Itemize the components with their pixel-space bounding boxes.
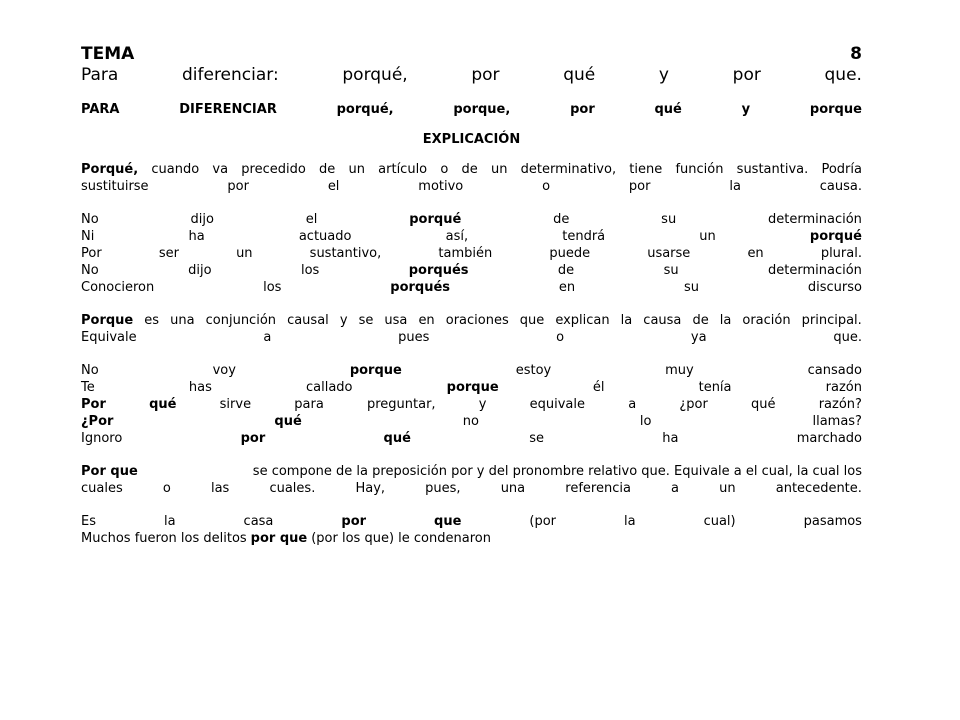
word: porqué [809,229,862,244]
explicacion-title: EXPLICACIÓN [422,132,521,147]
text-line [81,430,862,447]
word: va [212,162,229,177]
document-body [81,161,862,547]
word: un [236,246,253,261]
word: y [658,65,669,85]
word: determinativo, [520,162,617,177]
word: oraciones [445,313,509,328]
word: a [263,330,272,345]
word: de [553,212,570,227]
word: que [434,514,462,529]
word: Muchos fueron los delitos [81,531,247,546]
word: PARA [81,102,120,117]
word: No [81,212,99,227]
word: preguntar, [366,397,436,412]
text-line [81,413,862,430]
word: tendrá [562,229,606,244]
word: determinación [768,263,862,278]
word: los [263,280,282,295]
word: ¿Por [81,414,114,429]
word: cansado [807,363,862,378]
word: un [348,162,365,177]
word: ¿por [679,397,708,412]
word: ser [158,246,179,261]
word: la [620,313,633,328]
word: oración [742,313,791,328]
word: que. [833,330,862,345]
word: qué [383,431,411,446]
document-page [81,44,862,547]
word: porque [809,102,862,117]
word: no [462,414,479,429]
word: causal [287,313,329,328]
text-line [81,228,862,245]
word: usa [384,313,408,328]
word: porque, [453,102,511,117]
text-line [81,178,862,195]
word: casa [243,514,274,529]
word: porque [349,363,402,378]
word: (por [529,514,557,529]
word: la [729,179,741,194]
word: la [163,514,176,529]
word: por [732,65,761,85]
word: también [438,246,493,261]
word: de [461,162,478,177]
word: porqués [390,280,451,295]
tema-number: 8 [850,44,862,64]
paragraph-gap [81,447,862,463]
text-line [81,463,862,480]
word: (por los que) le condenaron [311,531,491,546]
word: sustantiva. [736,162,809,177]
word: pues [398,330,430,345]
word: callado [306,380,353,395]
word: o [556,330,565,345]
word: por [570,102,595,117]
word: precedido [241,162,306,177]
word: qué [751,397,776,412]
word: artículo [378,162,428,177]
word: porqué [409,212,462,227]
word: razón? [818,397,862,412]
word: por [341,514,367,529]
text-line [81,396,862,413]
word: y [478,397,487,412]
word: Por que [81,464,138,479]
word: función [675,162,724,177]
word: diferenciar: [181,65,279,85]
word: qué [274,414,302,429]
word: cual) [703,514,736,529]
word: los [300,263,320,278]
word: porqué, [342,65,408,85]
word: sustantivo, [309,246,382,261]
word: por [240,431,266,446]
text-line [81,245,862,262]
text-line [81,329,862,346]
word: qué [654,102,682,117]
word: cuales [81,481,123,496]
word: se [358,313,374,328]
word: o [440,162,449,177]
text-line [81,262,862,279]
tema-header [81,44,862,64]
word: la [719,313,732,328]
word: cuales. [269,481,316,496]
word: motivo [418,179,464,194]
word: equivale [529,397,586,412]
word: No [81,263,99,278]
paragraph-gap [81,497,862,513]
word: estoy [515,363,552,378]
word: puede [549,246,591,261]
paragraph-gap [81,296,862,312]
word: el [305,212,318,227]
word: discurso [807,280,862,295]
word: de [692,313,709,328]
word: Ni [81,229,95,244]
word: ha [662,431,679,446]
word: conjunción [205,313,277,328]
word: ha [188,229,205,244]
word: actuado [298,229,352,244]
word: así, [445,229,469,244]
word: que. [824,65,862,85]
word: por [227,179,249,194]
word: Hay, [355,481,386,496]
word: en [747,246,764,261]
word: su [661,212,677,227]
word: un [490,162,508,177]
word: porqués [408,263,469,278]
section-heading [81,101,862,118]
paragraph-gap [81,346,862,362]
word: porqué, [336,102,394,117]
word: pasamos [803,514,862,529]
word: Equivale [81,330,137,345]
text-line [81,379,862,396]
word: Te [81,380,95,395]
word: en [558,280,576,295]
word: tenía [698,380,732,395]
word: voy [212,363,236,378]
word: explican [555,313,610,328]
text-line [81,312,862,329]
word: una [500,481,526,496]
word: llamas? [812,414,862,429]
word: cuando [151,162,200,177]
word: para [294,397,324,412]
word: Por [81,397,106,412]
text-line [81,161,862,178]
text-line [81,513,862,530]
word: principal. [801,313,862,328]
word: antecedente. [775,481,862,496]
word: sirve [219,397,252,412]
word: un [699,229,716,244]
text-line [81,480,862,497]
word: lo [639,414,652,429]
word: su [663,263,679,278]
word: que [519,313,545,328]
word: usarse [647,246,691,261]
word: Para [81,65,119,85]
word: a [671,481,680,496]
word: muy [665,363,694,378]
word: y [339,313,348,328]
word: dijo [188,263,212,278]
word: por [471,65,500,85]
word: a [628,397,637,412]
word: has [188,380,212,395]
word: las [210,481,230,496]
word: por que [250,531,308,546]
word: determinación [768,212,862,227]
word: o [162,481,171,496]
text-line [81,362,862,379]
word: su [683,280,699,295]
word: una [170,313,195,328]
word: Conocieron [81,280,155,295]
word: la [624,514,636,529]
word: él [592,380,605,395]
word: qué [563,65,596,85]
paragraph-gap [81,195,862,211]
tema-label: TEMA [81,44,135,64]
word: plural. [820,246,862,261]
word: marchado [796,431,862,446]
word: Es [81,514,96,529]
word: causa [643,313,682,328]
word: es [144,313,160,328]
word: Ignoro [81,431,123,446]
word: Podría [821,162,862,177]
word: referencia [565,481,631,496]
word: y [741,102,751,117]
word: sustituirse [81,179,149,194]
word: qué [149,397,177,412]
document-subtitle [81,64,862,86]
word: Porque [81,313,134,328]
text-line [81,279,862,296]
word: ya [690,330,707,345]
word: por [628,179,651,194]
word: DIFERENCIAR [179,102,277,117]
word: razón [825,380,862,395]
word: tiene [629,162,663,177]
word: se compone de la preposición por y del pronombre relativo que. Equivale a el cual, la cual los [252,464,862,479]
word: de [557,263,575,278]
word: Por [81,246,102,261]
word: el [327,179,340,194]
word: o [542,179,551,194]
word: porque [446,380,499,395]
word: Porqué, [81,162,139,177]
text-line [81,530,862,547]
word: pues, [425,481,461,496]
word: No [81,363,99,378]
word: dijo [190,212,214,227]
word: se [529,431,544,446]
text-line [81,211,862,228]
word: de [319,162,336,177]
word: causa. [819,179,862,194]
word: un [719,481,736,496]
word: en [418,313,435,328]
